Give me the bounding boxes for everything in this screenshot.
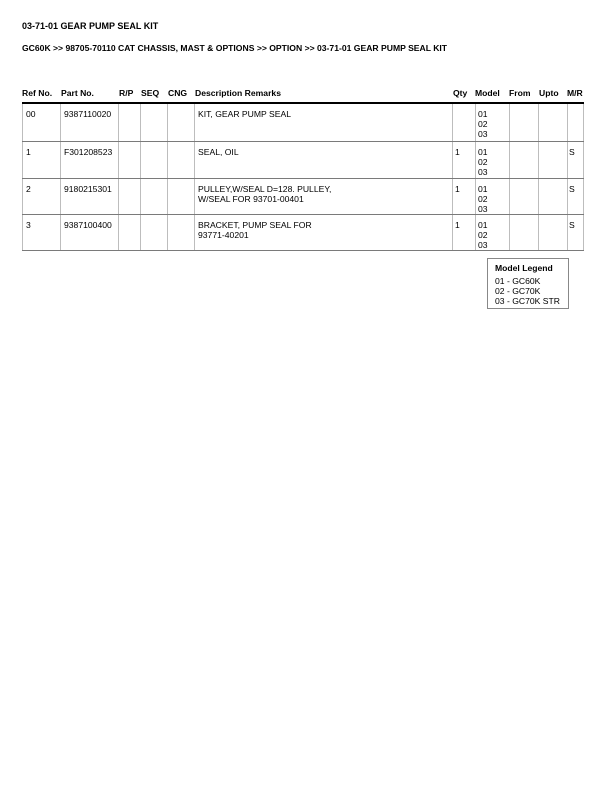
cell-ref: 3 [26, 220, 31, 230]
col-rp-header: R/P [119, 88, 134, 98]
cell-mr: S [569, 184, 575, 194]
cell-qty: 1 [455, 220, 460, 230]
cell-divider [167, 142, 168, 179]
cell-model: 03 [478, 167, 488, 178]
cell-model: 03 [478, 240, 488, 251]
cell-divider [194, 215, 195, 251]
cell-model: 02 [478, 157, 488, 168]
cell-model: 03 [478, 129, 488, 140]
cell-divider [583, 179, 584, 215]
cell-description: PULLEY,W/SEAL D=128. PULLEY, [198, 184, 332, 194]
col-qty-header: Qty [453, 88, 468, 98]
legend-item: 03 - GC70K STR [495, 296, 560, 306]
cell-divider [118, 215, 119, 251]
col-part-no-header: Part No. [61, 88, 94, 98]
cell-part: 9387100400 [64, 220, 112, 230]
cell-divider [22, 179, 23, 215]
col-from-header: From [509, 88, 531, 98]
cell-divider [583, 215, 584, 251]
cell-description: KIT, GEAR PUMP SEAL [198, 109, 291, 119]
cell-divider [583, 142, 584, 179]
col-model-header: Model [475, 88, 500, 98]
cell-description: 93771-40201 [198, 230, 249, 241]
cell-divider [567, 215, 568, 251]
cell-description: BRACKET, PUMP SEAL FOR [198, 220, 312, 230]
cell-divider [567, 179, 568, 215]
model-legend [487, 258, 569, 309]
cell-divider [60, 142, 61, 179]
cell-divider [194, 104, 195, 142]
cell-divider [538, 104, 539, 142]
cell-divider [60, 179, 61, 215]
table-row [22, 142, 584, 179]
cell-model: 01 [478, 147, 488, 157]
col-description-header: Description Remarks [195, 88, 281, 98]
page-title: 03-71-01 GEAR PUMP SEAL KIT [22, 21, 159, 31]
cell-model: 01 [478, 184, 488, 194]
table-row [22, 215, 584, 251]
cell-divider [22, 215, 23, 251]
cell-qty: 1 [455, 147, 460, 157]
cell-divider [167, 215, 168, 251]
legend-item: 02 - GC70K [495, 286, 541, 296]
cell-divider [538, 179, 539, 215]
legend-item: 01 - GC60K [495, 276, 541, 286]
cell-model: 02 [478, 119, 488, 130]
cell-divider [194, 179, 195, 215]
col-mr-header: M/R [567, 88, 583, 98]
cell-divider [167, 179, 168, 215]
cell-divider [167, 104, 168, 142]
cell-description: SEAL, OIL [198, 147, 239, 157]
cell-description: W/SEAL FOR 93701-00401 [198, 194, 304, 205]
cell-model: 02 [478, 230, 488, 241]
cell-divider [538, 215, 539, 251]
cell-ref: 00 [26, 109, 36, 119]
cell-divider [475, 142, 476, 179]
col-cng-header: CNG [168, 88, 188, 98]
cell-ref: 2 [26, 184, 31, 194]
cell-divider [475, 215, 476, 251]
table-row [22, 179, 584, 215]
cell-divider [140, 104, 141, 142]
cell-divider [538, 142, 539, 179]
cell-divider [509, 142, 510, 179]
cell-divider [509, 215, 510, 251]
cell-divider [140, 179, 141, 215]
cell-divider [22, 104, 23, 142]
cell-divider [140, 215, 141, 251]
cell-ref: 1 [26, 147, 31, 157]
cell-divider [140, 142, 141, 179]
cell-divider [583, 104, 584, 142]
cell-model: 01 [478, 220, 488, 230]
cell-divider [452, 142, 453, 179]
cell-divider [452, 179, 453, 215]
legend-title: Model Legend [495, 263, 553, 273]
cell-part: 9180215301 [64, 184, 112, 194]
cell-divider [452, 104, 453, 142]
cell-qty: 1 [455, 184, 460, 194]
cell-divider [118, 104, 119, 142]
col-upto-header: Upto [539, 88, 559, 98]
cell-divider [509, 104, 510, 142]
cell-divider [567, 142, 568, 179]
cell-model: 02 [478, 194, 488, 205]
cell-divider [118, 142, 119, 179]
cell-model: 03 [478, 204, 488, 215]
table-row [22, 104, 584, 142]
cell-divider [509, 179, 510, 215]
cell-divider [118, 179, 119, 215]
cell-model: 01 [478, 109, 488, 119]
cell-divider [60, 215, 61, 251]
cell-mr: S [569, 147, 575, 157]
cell-divider [60, 104, 61, 142]
cell-mr: S [569, 220, 575, 230]
cell-divider [567, 104, 568, 142]
col-seq-header: SEQ [141, 88, 160, 98]
cell-divider [452, 215, 453, 251]
cell-divider [475, 179, 476, 215]
cell-part: 9387110020 [64, 109, 112, 119]
col-ref-no-header: Ref No. [22, 88, 53, 98]
cell-divider [194, 142, 195, 179]
cell-divider [22, 142, 23, 179]
row-border [22, 250, 584, 251]
cell-divider [475, 104, 476, 142]
breadcrumb: GC60K >> 98705-70110 CAT CHASSIS, MAST & OPTIONS >> OPTION >> 03-71-01 GEAR PUMP SEAL KIT [22, 43, 448, 53]
cell-part: F301208523 [64, 147, 113, 157]
